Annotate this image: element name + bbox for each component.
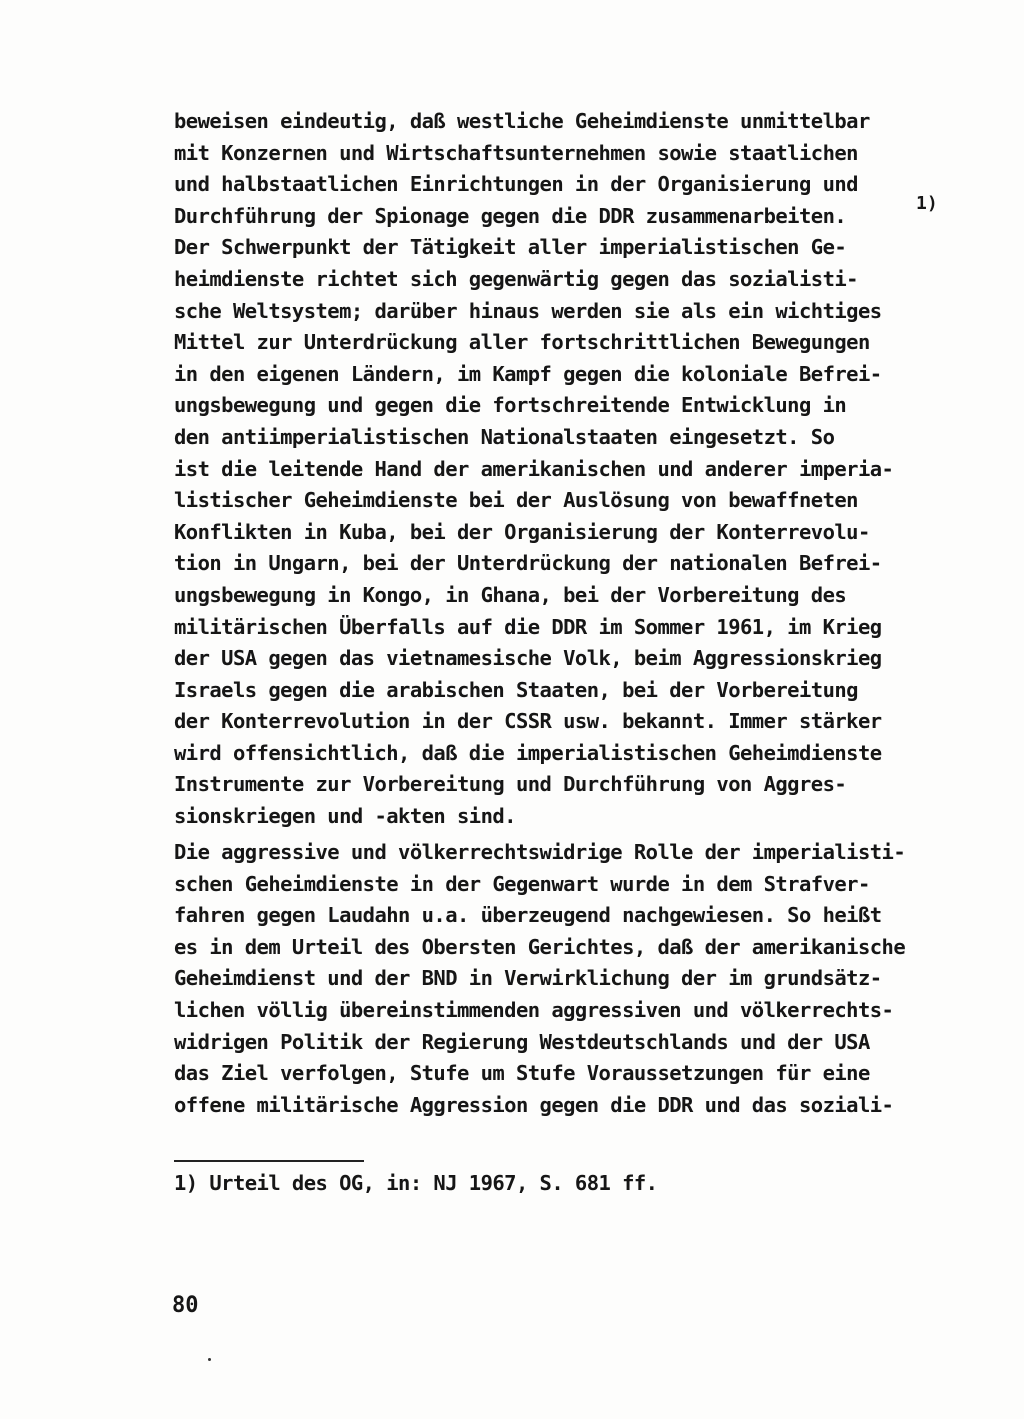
- text-line: und halbstaatlichen Einrichtungen in der Organisierung und: [174, 172, 858, 197]
- paragraph-2: [174, 837, 905, 1121]
- text-line: mit Konzernen und Wirtschaftsunternehmen sowie staatlichen: [174, 140, 858, 165]
- text-line: offene militärische Aggression gegen die DDR und das soziali-: [174, 1092, 894, 1117]
- text-line: widrigen Politik der Regierung Westdeutschlands und der USA: [174, 1029, 870, 1054]
- text-line: der Konterrevolution in der CSSR usw. bekannt. Immer stärker: [174, 709, 882, 734]
- text-line: heimdienste richtet sich gegenwärtig gegen das sozialisti-: [174, 266, 858, 291]
- text-line: tion in Ungarn, bei der Unterdrückung der nationalen Befrei-: [174, 551, 882, 576]
- page-number: 80: [172, 1293, 199, 1318]
- text-line: lichen völlig übereinstimmenden aggressiven und völkerrechts-: [174, 997, 894, 1022]
- text-line: beweisen eindeutig, daß westliche Geheimdienste unmittelbar: [174, 109, 870, 133]
- paper-speck: [208, 1358, 211, 1361]
- footnote-reference: 1): [916, 193, 938, 214]
- text-line: das Ziel verfolgen, Stufe um Stufe Voraussetzungen für eine: [174, 1061, 870, 1086]
- text-line: Israels gegen die arabischen Staaten, bei der Vorbereitung: [174, 677, 858, 702]
- text-line: listischer Geheimdienste bei der Auslösung von bewaffneten: [174, 488, 858, 513]
- text-line: sionskriegen und -akten sind.: [174, 804, 516, 829]
- text-line: Mittel zur Unterdrückung aller fortschrittlichen Bewegungen: [174, 330, 870, 355]
- text-line: ungsbewegung und gegen die fortschreitende Entwicklung in: [174, 393, 847, 418]
- paragraph-1: [174, 106, 893, 833]
- text-line: wird offensichtlich, daß die imperialistischen Geheimdienste: [174, 740, 882, 765]
- text-line: es in dem Urteil des Obersten Gerichtes, daß der amerikanische: [174, 934, 906, 959]
- text-line: den antiimperialistischen Nationalstaaten eingesetzt. So: [174, 424, 835, 449]
- text-line: sche Weltsystem; darüber hinaus werden sie als ein wichtiges: [174, 298, 882, 323]
- footnote-text: 1) Urteil des OG, in: NJ 1967, S. 681 ff.: [174, 1171, 658, 1195]
- text-line: Die aggressive und völkerrechtswidrige Rolle der imperialisti-: [174, 840, 906, 864]
- text-line: Der Schwerpunkt der Tätigkeit aller imperialistischen Ge-: [174, 235, 847, 260]
- text-line: Durchführung der Spionage gegen die DDR zusammenarbeiten.: [174, 203, 847, 228]
- text-line: Instrumente zur Vorbereitung und Durchführung von Aggres-: [174, 772, 847, 797]
- text-line: in den eigenen Ländern, im Kampf gegen die koloniale Befrei-: [174, 361, 882, 386]
- text-line: fahren gegen Laudahn u.a. überzeugend nachgewiesen. So heißt: [174, 903, 882, 928]
- footnote-separator-rule: [174, 1160, 364, 1162]
- text-line: schen Geheimdienste in der Gegenwart wurde in dem Strafver-: [174, 871, 870, 896]
- text-line: ungsbewegung in Kongo, in Ghana, bei der Vorbereitung des: [174, 582, 847, 607]
- text-line: Geheimdienst und der BND in Verwirklichung der im grundsätz-: [174, 966, 882, 991]
- text-line: Konflikten in Kuba, bei der Organisierung der Konterrevolu-: [174, 519, 870, 544]
- text-line: militärischen Überfalls auf die DDR im Sommer 1961, im Krieg: [174, 614, 882, 639]
- text-line: der USA gegen das vietnamesische Volk, beim Aggressionskrieg: [174, 646, 882, 671]
- text-line: ist die leitende Hand der amerikanischen und anderer imperia-: [174, 456, 894, 481]
